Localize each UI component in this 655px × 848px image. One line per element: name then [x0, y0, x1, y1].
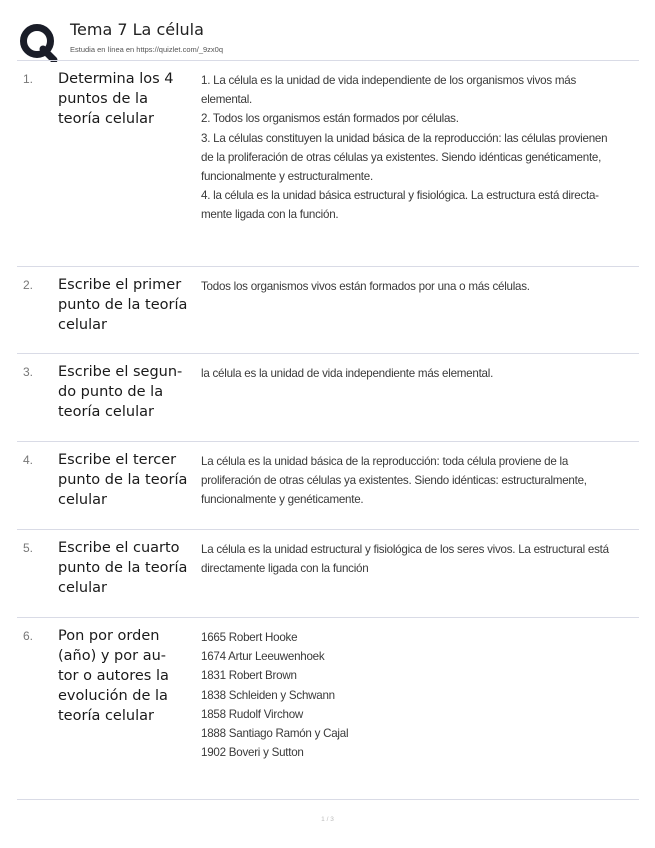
definition-line: 1858 Rudolf Virchow	[201, 707, 304, 721]
card-term	[58, 69, 202, 129]
flashcard-list	[17, 60, 639, 800]
definition-line: 2. Todos los organismos están formados por células.	[201, 112, 459, 126]
card-term	[58, 275, 202, 335]
term-line: puntos de la	[58, 91, 148, 107]
flashcard-row	[17, 530, 639, 618]
term-line: do punto de la	[58, 384, 164, 400]
term-line: teoría celular	[58, 404, 154, 420]
definition-line: 1. La célula es la unidad de vida independiente de los organismos vivos más	[201, 74, 577, 87]
page-number: 1 / 3	[321, 816, 334, 823]
definition-line: 1888 Santiago Ramón y Cajal	[201, 727, 349, 741]
card-number: 6.	[23, 629, 34, 643]
term-line: punto de la teoría	[58, 560, 188, 576]
definition-line: mente ligada con la función.	[201, 208, 339, 222]
card-definition	[201, 628, 637, 762]
set-url[interactable]: Estudia en línea en https://quizlet.com/_9zx0q	[70, 45, 224, 54]
definition-line: elemental.	[201, 93, 252, 107]
definition-line: La célula es la unidad básica de la reproducción: toda célula proviene de la	[201, 455, 569, 468]
term-line: evolución de la	[58, 688, 168, 704]
flashcard-row	[17, 354, 639, 442]
card-number: 3.	[23, 365, 34, 379]
term-line: Escribe el tercer	[58, 452, 177, 468]
definition-line: proliferación de otras células ya existentes. Siendo idénticas: estructuralmente,	[201, 474, 587, 488]
definition-line: 1674 Artur Leeuwenhoek	[201, 650, 325, 664]
card-definition	[201, 277, 637, 296]
definition-line: 1665 Robert Hooke	[201, 631, 298, 644]
term-line: teoría celular	[58, 111, 154, 127]
term-line: celular	[58, 492, 107, 508]
term-line: celular	[58, 317, 107, 333]
flashcard-row	[17, 618, 639, 800]
term-line: Determina los 4	[58, 71, 174, 87]
term-line: punto de la teoría	[58, 297, 188, 313]
card-term	[58, 450, 202, 510]
card-definition	[201, 452, 637, 510]
card-definition	[201, 71, 637, 225]
term-line: tor o autores la	[58, 668, 169, 684]
definition-line: La célula es la unidad estructural y fisiológica de los seres vivos. La estructural está	[201, 543, 609, 556]
term-line: punto de la teoría	[58, 472, 188, 488]
definition-line: funcionalmente y estructuralmente.	[201, 170, 373, 184]
card-number: 5.	[23, 541, 34, 555]
page-header	[18, 18, 638, 62]
flashcard-row	[17, 267, 639, 354]
card-term	[58, 626, 202, 726]
flashcard-row	[17, 442, 639, 530]
quizlet-logo-icon	[18, 22, 58, 62]
card-term	[58, 538, 202, 598]
definition-line: de la proliferación de otras células ya existentes. Siendo idénticas genéticamente,	[201, 150, 602, 164]
card-number: 1.	[23, 72, 34, 86]
term-line: Pon por orden	[58, 628, 160, 644]
card-number: 2.	[23, 278, 34, 292]
term-line: Escribe el primer	[58, 277, 182, 293]
definition-line: funcionalmente y genéticamente.	[201, 493, 364, 507]
definition-line: 1831 Robert Brown	[201, 669, 297, 683]
definition-line: directamente ligada con la función	[201, 562, 369, 576]
definition-line: 1902 Boveri y Sutton	[201, 746, 304, 760]
set-title: Tema 7 La célula	[70, 20, 204, 39]
card-definition	[201, 540, 637, 578]
definition-line: 3. La células constituyen la unidad básica de la reproducción: las células provienen	[201, 131, 608, 145]
definition-line: 4. la célula es la unidad básica estructural y fisiológica. La estructura está directa-	[201, 189, 599, 203]
definition-line: 1838 Schleiden y Schwann	[201, 688, 335, 702]
definition-line: la célula es la unidad de vida independiente más elemental.	[201, 367, 494, 380]
card-term	[58, 362, 202, 422]
term-line: Escribe el cuarto	[58, 540, 180, 556]
term-line: (año) y por au-	[58, 648, 167, 664]
flashcard-row	[17, 60, 639, 267]
term-line: celular	[58, 580, 107, 596]
card-number: 4.	[23, 453, 34, 467]
term-line: Escribe el segun-	[58, 364, 183, 380]
term-line: teoría celular	[58, 708, 154, 724]
card-definition	[201, 364, 637, 383]
definition-line: Todos los organismos vivos están formados por una o más células.	[201, 280, 530, 293]
